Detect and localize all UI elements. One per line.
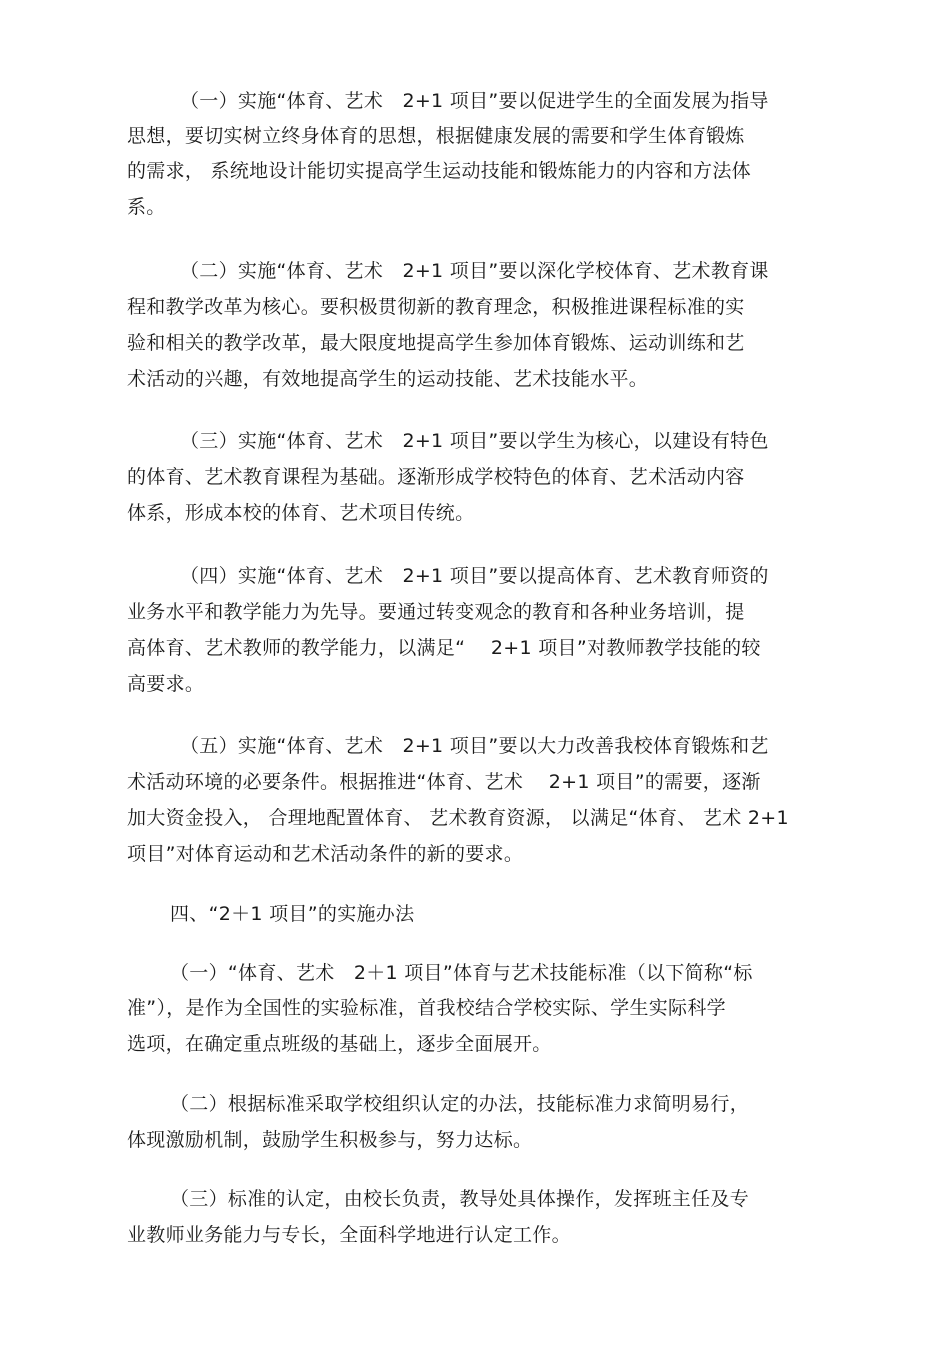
paragraph-5-line-4: 项目”对体育运动和艺术活动条件的新的要求。 [127, 843, 524, 865]
paragraph-4-line-2: 业务水平和教学能力为先导。要通过转变观念的教育和各种业务培训，提 [127, 601, 745, 623]
paragraph-5-line-2: 术活动环境的必要条件。根据推进“体育、艺术 2+1 项目”的需要，逐渐 [127, 771, 761, 793]
paragraph-4-line-3: 高体育、艺术教师的教学能力，以满足“ 2+1 项目”对教师教学技能的较 [127, 637, 761, 659]
paragraph-5-line-3: 加大资金投入， 合理地配置体育、 艺术教育资源， 以满足“体育、 艺术 2+1 [127, 807, 789, 829]
paragraph-8-line-2: 业教师业务能力与专长，全面科学地进行认定工作。 [127, 1224, 571, 1246]
paragraph-6-line-1: （一）“体育、艺术 2＋1 项目”体育与艺术技能标准（以下简称“标 [170, 962, 753, 984]
paragraph-4-line-1: （四）实施“体育、艺术 2+1 项目”要以提高体育、艺术教育师资的 [180, 565, 769, 587]
paragraph-7-line-1: （二）根据标准采取学校组织认定的办法，技能标准力求简明易行， [170, 1093, 750, 1115]
paragraph-6-line-3: 选项，在确定重点班级的基础上，逐步全面展开。 [127, 1033, 552, 1055]
paragraph-8-line-1: （三）标准的认定，由校长负责，教导处具体操作，发挥班主任及专 [170, 1188, 750, 1210]
section-heading: 四、“2＋1 项目”的实施办法 [170, 903, 415, 925]
paragraph-3-line-1: （三）实施“体育、艺术 2+1 项目”要以学生为核心，以建设有特色 [180, 430, 769, 452]
paragraph-7-line-2: 体现激励机制，鼓励学生积极参与，努力达标。 [127, 1129, 533, 1151]
paragraph-5-line-1: （五）实施“体育、艺术 2+1 项目”要以大力改善我校体育锻炼和艺 [180, 735, 769, 757]
paragraph-2-line-1: （二）实施“体育、艺术 2+1 项目”要以深化学校体育、艺术教育课 [180, 260, 769, 282]
paragraph-1-line-1: （一）实施“体育、艺术 2+1 项目”要以促进学生的全面发展为指导 [180, 90, 769, 112]
paragraph-6-line-2: 准”），是作为全国性的实验标准，首我校结合学校实际、学生实际科学 [127, 997, 726, 1019]
paragraph-1-line-3: 的需求， 系统地设计能切实提高学生运动技能和锻炼能力的内容和方法体 [127, 160, 751, 182]
paragraph-1-line-2: 思想，要切实树立终身体育的思想，根据健康发展的需要和学生体育锻炼 [127, 125, 745, 147]
paragraph-2-line-2: 程和教学改革为核心。要积极贯彻新的教育理念，积极推进课程标准的实 [127, 296, 745, 318]
paragraph-2-line-4: 术活动的兴趣，有效地提高学生的运动技能、艺术技能水平。 [127, 368, 649, 390]
paragraph-2-line-3: 验和相关的教学改革，最大限度地提高学生参加体育锻炼、运动训练和艺 [127, 332, 745, 354]
paragraph-4-line-4: 高要求。 [127, 673, 205, 695]
paragraph-3-line-3: 体系，形成本校的体育、艺术项目传统。 [127, 502, 475, 524]
paragraph-3-line-2: 的体育、艺术教育课程为基础。逐渐形成学校特色的体育、艺术活动内容 [127, 466, 745, 488]
paragraph-1-line-4: 系。 [127, 196, 166, 218]
